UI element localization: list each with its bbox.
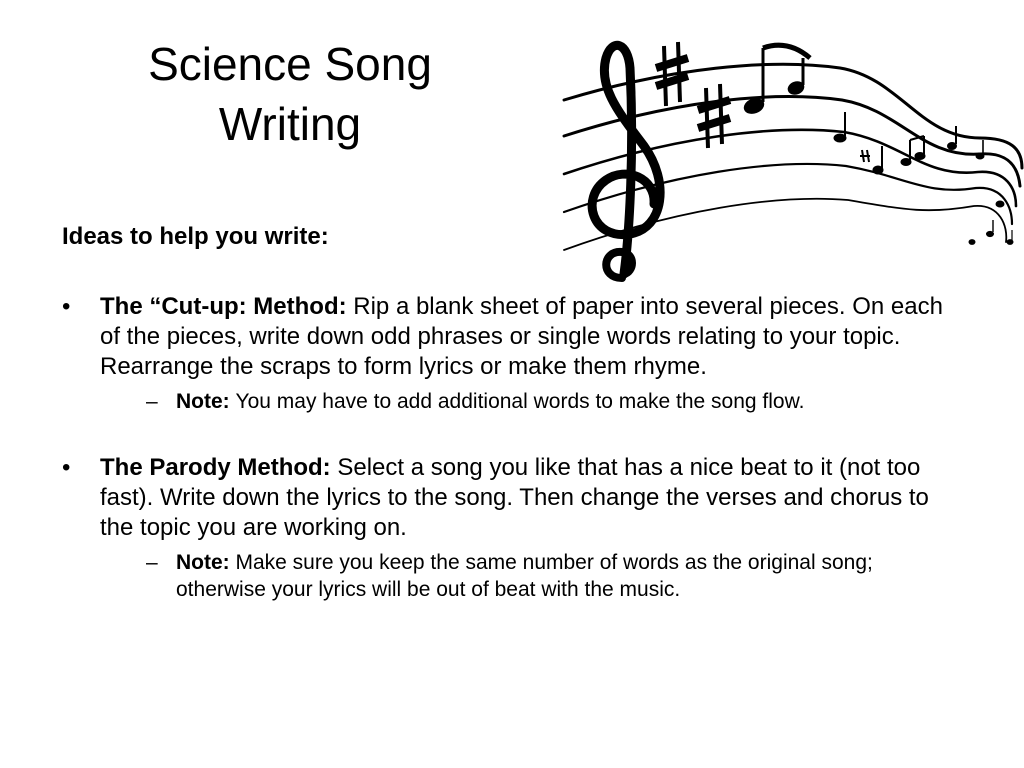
bullet-marker: • xyxy=(62,293,71,320)
subheading: Ideas to help you write: xyxy=(62,223,329,250)
list-item xyxy=(62,453,962,603)
sub-note xyxy=(146,388,956,415)
note-label: Note: xyxy=(176,390,236,413)
bullet-list xyxy=(62,292,962,603)
bullet-text: Rip a blank sheet of paper into several pieces. On each of the pieces, write down odd phrases or single words relating to your topic. Rearrange the scraps to form lyrics or make them rhyme. xyxy=(100,293,943,380)
sub-note xyxy=(146,549,956,603)
music-notes-staff-icon xyxy=(560,28,1024,290)
bullet-label: The Parody Method: xyxy=(100,454,338,481)
list-item xyxy=(62,292,962,415)
page-title xyxy=(90,34,490,154)
note-text: Make sure you keep the same number of words as the original song; otherwise your lyrics will be out of beat with the music. xyxy=(176,551,873,601)
sub-marker: – xyxy=(146,390,158,413)
note-label: Note: xyxy=(176,551,236,574)
note-text: You may have to add additional words to make the song flow. xyxy=(235,390,805,413)
bullet-text: Select a song you like that has a nice beat to it (not too fast). Write down the lyrics to the song. Then change the verses and chorus to the topic you are working on. xyxy=(100,454,929,541)
bullet-label: The “Cut-up: Method: xyxy=(100,293,354,320)
bullet-marker: • xyxy=(62,454,71,481)
sub-marker: – xyxy=(146,551,158,574)
title-line-1: Science Song xyxy=(148,38,432,90)
title-line-2: Writing xyxy=(218,98,362,150)
